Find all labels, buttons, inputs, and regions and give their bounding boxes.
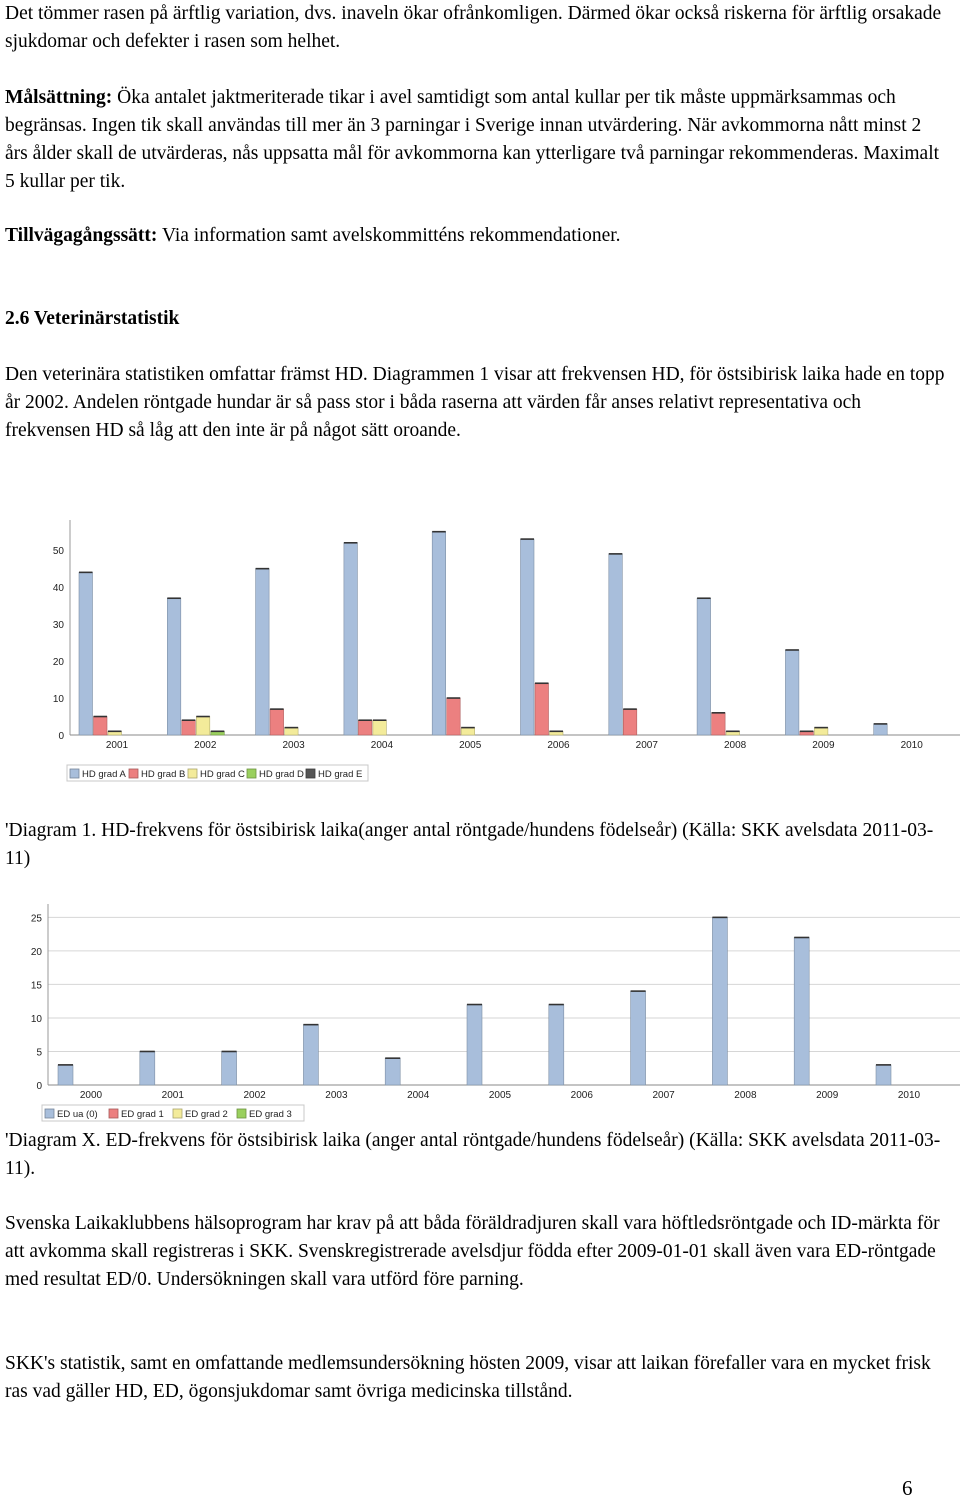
goal-text: Öka antalet jaktmeriterade tikar i avel samtidigt som antal kullar per tik måste uppmärksammas och begränsas. Ingen tik skall användas till mer än 3 parningar i Sverige innan utvärdering. När avkommorna nått minst 2 års ålder skall de utvärderas, nås uppsatta mål för avkommorna kan ytterligare två parningar rekommenderas. Maximalt 5 kullar per tik. (5, 87, 940, 192)
chart0-legend-swatch (247, 769, 256, 778)
chart0-legend-swatch (306, 769, 315, 778)
chart0-y-tick-label: 40 (52, 583, 64, 595)
chart0-bar (94, 717, 108, 735)
closing-paragraph-2: SKK's statistik, samt en omfattande medlemsundersökning hösten 2009, visar att laikan förefaller vara en mycket frisk ras vad gäller HD, ED, ögonsjukdomar samt övriga medicinska tillstånd. (5, 1353, 931, 1402)
chart0-bar (461, 728, 475, 735)
chart0-x-tick-label: 2003 (282, 740, 305, 751)
goal-paragraph (5, 84, 945, 196)
chart1-y-tick-label: 25 (30, 913, 42, 925)
page-number: 6 (902, 1476, 913, 1500)
chart1-bar (876, 1065, 891, 1085)
chart0-bar (874, 724, 888, 735)
chart0-bar (270, 709, 284, 735)
chart1-y-tick-label: 0 (36, 1081, 42, 1092)
chart1-x-tick-label: 2007 (652, 1090, 675, 1101)
chart0-legend-label: HD grad B (141, 769, 186, 780)
chart0-legend-label: HD grad D (259, 769, 304, 780)
chart1-legend-label: ED ua (0) (57, 1109, 98, 1120)
chart0-bar (358, 720, 372, 735)
chart1-bar (794, 937, 809, 1085)
chart0-bar (697, 598, 711, 735)
chart1-y-tick-label: 5 (36, 1047, 42, 1059)
chart1-x-tick-label: 2008 (734, 1090, 757, 1101)
chart1-bar (712, 917, 727, 1085)
chart0-bar (182, 720, 196, 735)
goal-label: Målsättning: (5, 87, 113, 108)
chart0-x-tick-label: 2007 (635, 740, 658, 751)
chart0-bar (447, 698, 461, 735)
chart0-bar (712, 713, 726, 735)
chart0-y-tick-label: 10 (52, 694, 64, 706)
chart1-x-tick-label: 2000 (79, 1090, 103, 1101)
chart1-x-tick-label: 2006 (570, 1090, 593, 1101)
chart0-legend-swatch (129, 769, 138, 778)
chart0-y-tick-label: 50 (52, 546, 64, 558)
intro-paragraph: Det tömmer rasen på ärftlig variation, dvs. inaveln ökar ofrånkomligen. Därmed ökar också riskerna för ärftlig orsakade sjukdomar och defekter i rasen som helhet. (5, 3, 942, 52)
chart0-bar (79, 572, 93, 735)
hd-chart (0, 500, 960, 790)
chart1-x-tick-label: 2009 (816, 1090, 839, 1101)
chart0-y-tick-label: 20 (52, 657, 64, 669)
chart0-bar (196, 717, 210, 735)
ed-chart (0, 898, 960, 1126)
chart1-x-tick-label: 2004 (407, 1090, 430, 1101)
chart0-legend-label: HD grad E (318, 769, 363, 780)
chart0-x-tick-label: 2002 (194, 740, 217, 751)
chart0-legend-swatch (188, 769, 197, 778)
closing-paragraph-1: Svenska Laikaklubbens hälsoprogram har krav på att båda föräldradjuren skall vara höftledsröntgade och ID-märkta för att avkomma skall registreras i SKK. Svenskregistrerade avelsdjur födda efter 2009-01-01 skall även vara ED-röntgade med resultat ED/0. Undersökningen skall vara utförd före parning. (5, 1213, 940, 1290)
chart0-x-tick-label: 2010 (900, 740, 923, 751)
chart1-bar (549, 1005, 564, 1085)
chart1-bar (467, 1005, 482, 1085)
chart0-bar (623, 709, 637, 735)
chart0-bar (785, 650, 799, 735)
chart1-bar (631, 991, 646, 1085)
method-text: Via information samt avelskommitténs rekommendationer. (157, 225, 621, 246)
chart0-x-tick-label: 2005 (459, 740, 482, 751)
chart1-legend-label: ED grad 1 (121, 1109, 164, 1120)
chart0-bar (344, 543, 358, 735)
hd-chart-caption: 'Diagram 1. HD-frekvens för östsibirisk laika(anger antal röntgade/hundens födelseår) (Källa: SKK avelsdata 2011-03-11) (5, 820, 934, 869)
hd-chart-svg (0, 500, 960, 790)
chart1-y-tick-label: 10 (30, 1013, 42, 1025)
chart0-x-tick-label: 2009 (812, 740, 835, 751)
chart1-bar (385, 1058, 400, 1085)
chart0-y-tick-label: 30 (52, 620, 64, 632)
chart1-y-tick-label: 20 (30, 946, 42, 958)
chart1-x-tick-label: 2005 (488, 1090, 512, 1101)
chart1-bar (140, 1051, 155, 1085)
chart1-x-tick-label: 2003 (325, 1090, 348, 1101)
chart0-legend-swatch (70, 769, 79, 778)
chart1-legend-swatch (173, 1109, 182, 1118)
chart1-legend-label: ED grad 3 (249, 1109, 292, 1120)
chart0-x-tick-label: 2008 (723, 740, 747, 751)
chart1-bar (222, 1051, 237, 1085)
chart0-legend-label: HD grad C (200, 769, 245, 780)
chart1-y-tick-label: 15 (30, 980, 42, 992)
section-paragraph: Den veterinära statistiken omfattar främst HD. Diagrammen 1 visar att frekvensen HD, för östsibirisk laika hade en topp år 2002. Andelen röntgade hundar är så pass stor i båda raserna att värden får anses relativt representativa och frekvensen HD så låg att den inte är på något sätt oroande. (5, 364, 945, 441)
chart1-x-tick-label: 2002 (243, 1090, 266, 1101)
chart1-bar (58, 1065, 73, 1085)
chart0-bar (535, 683, 549, 735)
method-label: Tillvägagångssätt: (5, 225, 158, 246)
chart0-bar (609, 554, 623, 735)
chart1-x-tick-label: 2010 (897, 1090, 921, 1101)
chart1-legend-swatch (45, 1109, 54, 1118)
chart0-x-tick-label: 2004 (370, 740, 394, 751)
chart0-bar (373, 720, 387, 735)
chart0-y-tick-label: 0 (58, 731, 64, 742)
ed-chart-svg (0, 898, 960, 1126)
method-paragraph (5, 222, 945, 250)
chart0-bar (814, 728, 828, 735)
chart1-x-tick-label: 2001 (161, 1090, 184, 1101)
chart0-bar (256, 569, 270, 735)
chart1-legend-swatch (109, 1109, 118, 1118)
ed-chart-caption: 'Diagram X. ED-frekvens för östsibirisk laika (anger antal röntgade/hundens födelseår) (Källa: SKK avelsdata 2011-03-11). (5, 1130, 941, 1179)
chart0-bar (167, 598, 181, 735)
section-heading: 2.6 Veterinärstatistik (5, 308, 180, 329)
chart0-legend-label: HD grad A (82, 769, 126, 780)
chart0-bar (285, 728, 299, 735)
chart0-bar (432, 532, 446, 735)
chart0-x-tick-label: 2006 (547, 740, 570, 751)
chart1-legend-swatch (237, 1109, 246, 1118)
chart1-bar (303, 1025, 318, 1085)
chart1-legend-label: ED grad 2 (185, 1109, 228, 1120)
chart0-bar (521, 539, 535, 735)
chart0-x-tick-label: 2001 (105, 740, 129, 751)
